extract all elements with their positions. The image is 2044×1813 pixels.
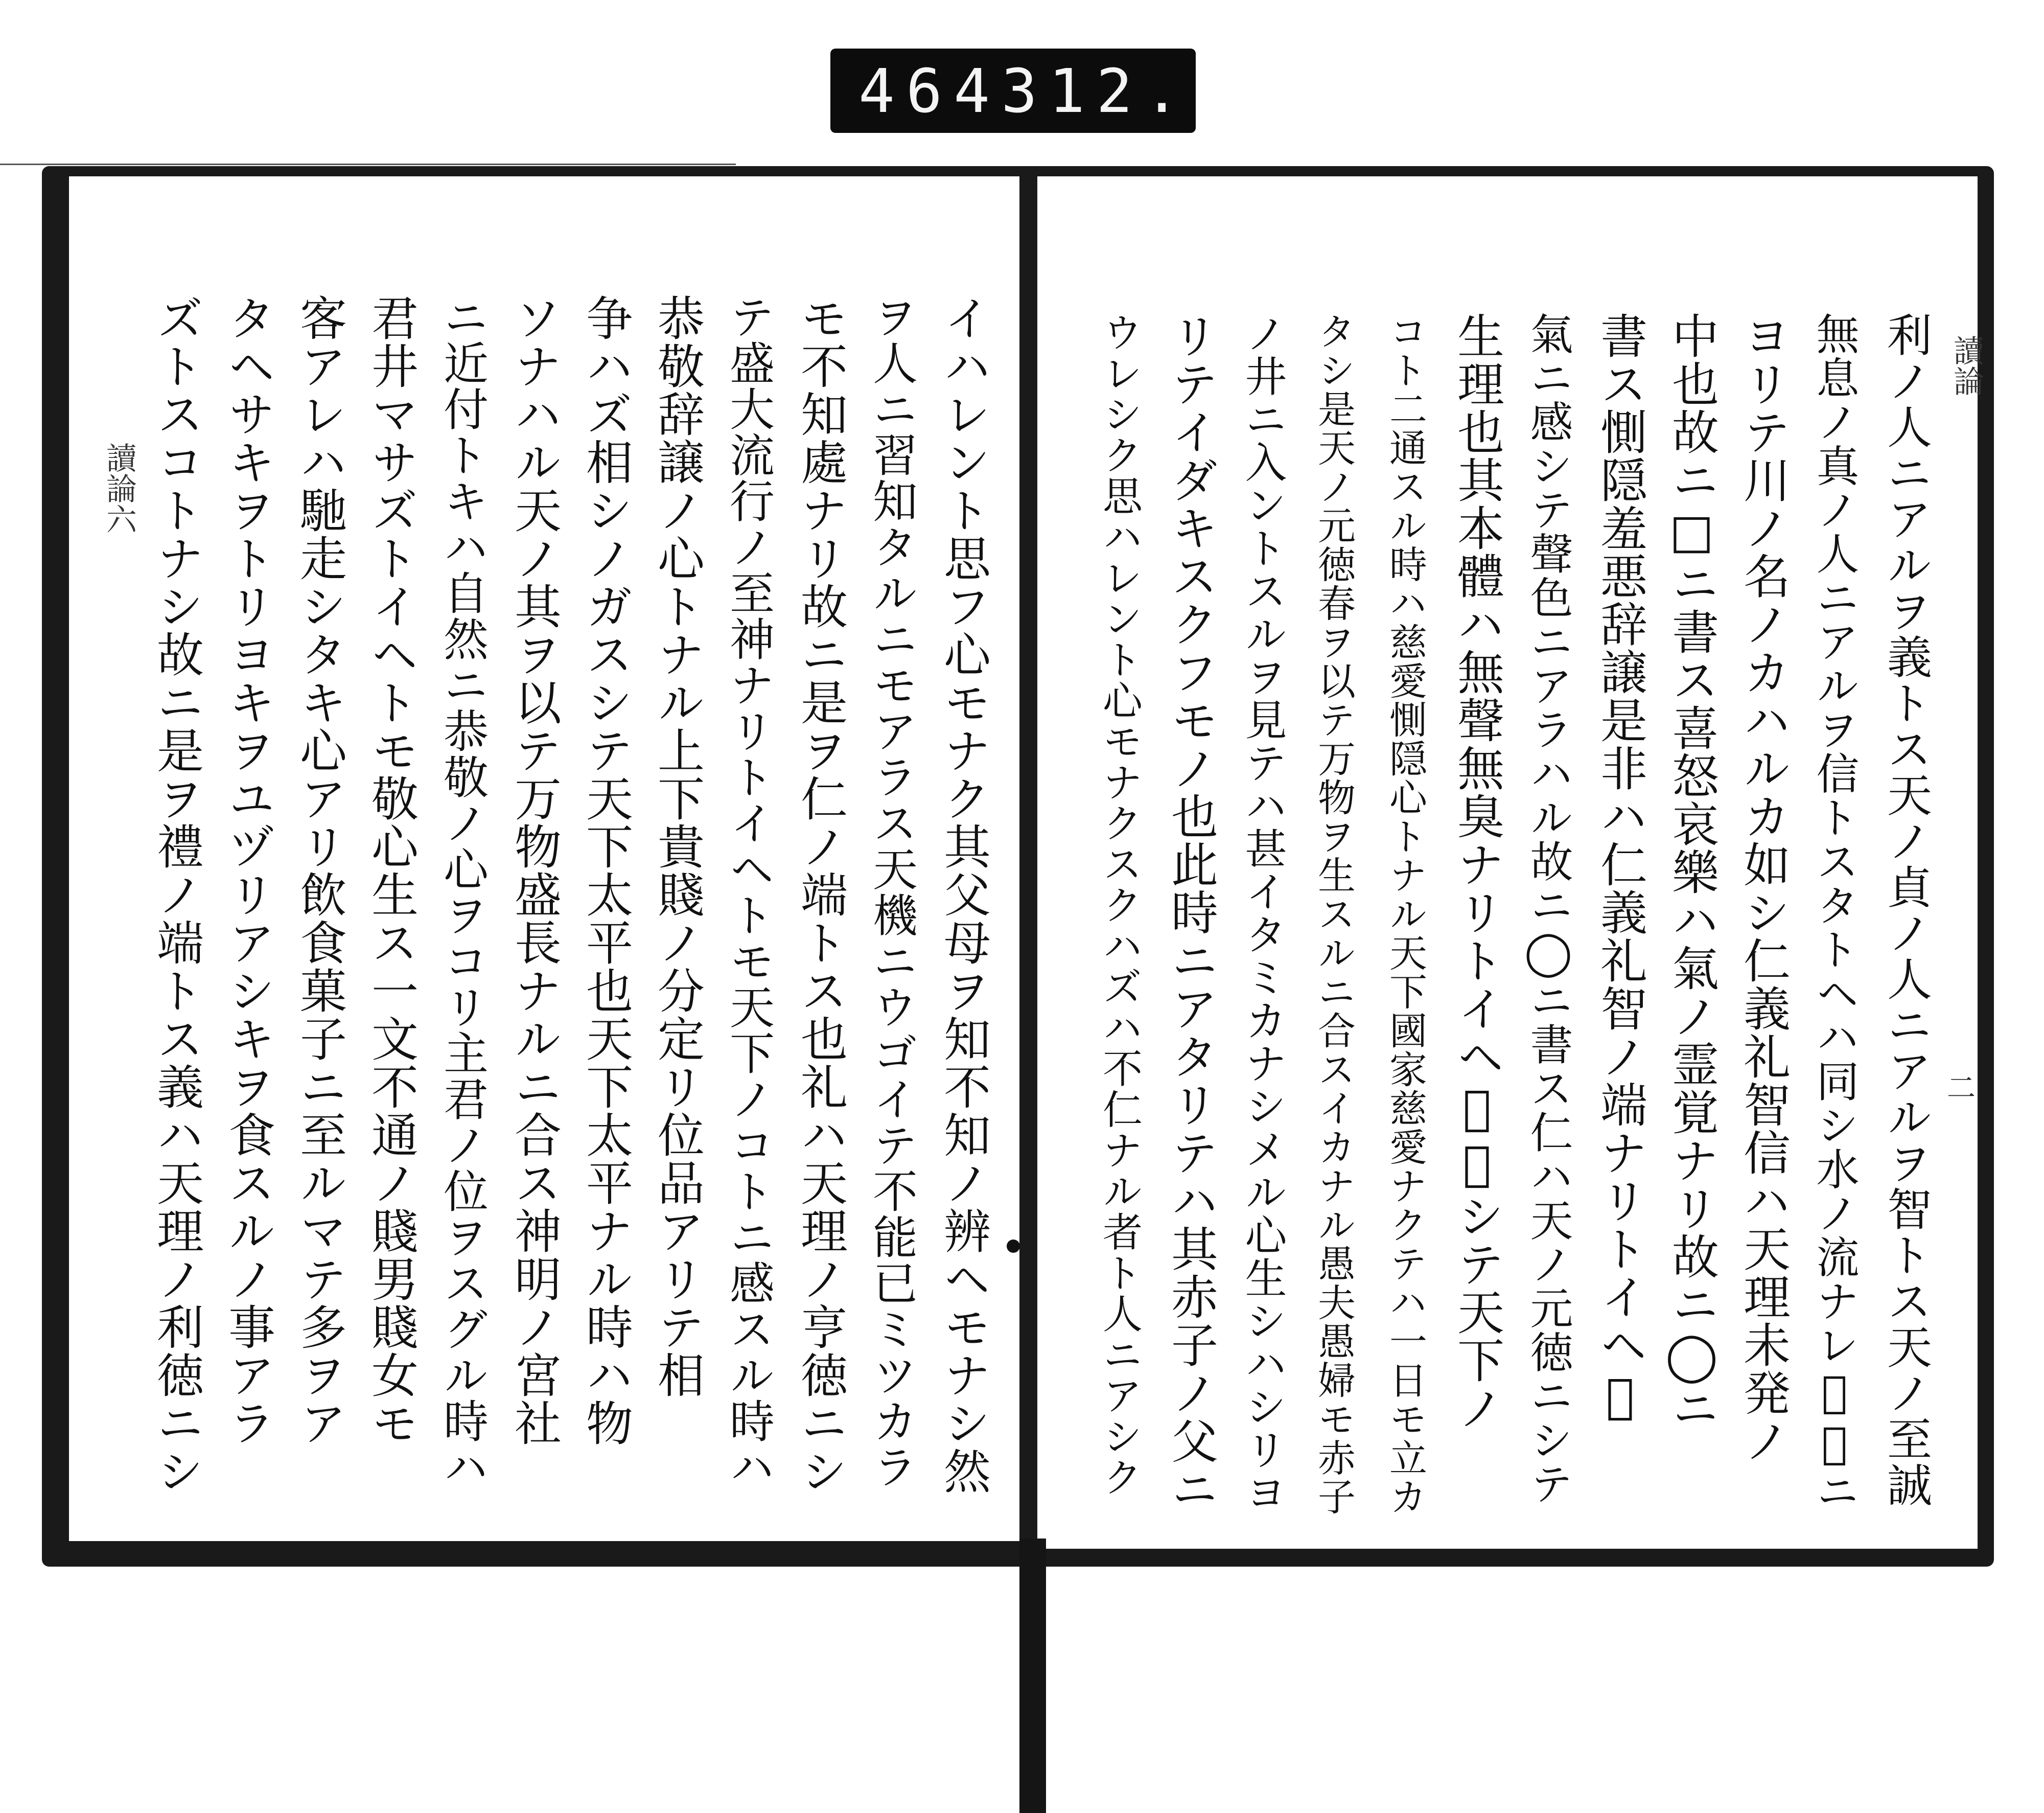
ruler-line <box>0 164 736 165</box>
right-column-5: 書ス惻隠羞悪辞譲是非ハ仁義礼智ノ端ナリトイヘ𪜈 <box>1593 312 1647 1425</box>
margin-mark <box>1007 1240 1020 1253</box>
left-running-head: 讀論六 <box>101 442 137 534</box>
right-column-11: リテイダキスクフモノ也此時ニアタリテハ其赤子ノ父ニ <box>1164 312 1218 1513</box>
right-column-12: ウレシク思ハレント心モナクスクハズハ不仁ナル者ト人ニアシク <box>1096 312 1142 1498</box>
left-column-6: 争ハズ相シノガスシテ天下太平也天下太平ナル時ハ物 <box>578 294 633 1447</box>
label-left-number: 464 <box>858 55 1002 126</box>
left-column-5: 恭敬辞譲ノ心トナル上下貴賤ノ分定リ位品アリテ相 <box>650 294 705 1399</box>
left-column-1: イハレント思フ心モナク其父母ヲ知不知ノ辨ヘモナシ然 <box>936 294 991 1495</box>
left-column-10: 客アレハ馳走シタキ心アリ飲食菓子ニ至ルマテ多ヲア <box>292 294 347 1447</box>
right-column-10: ノ井ニ入ントスルヲ見テハ甚イタミカナシメル心生シハシリヨ <box>1238 312 1287 1514</box>
label-right-number: 312. <box>1001 55 1192 126</box>
left-column-11: タヘサキヲトリヨキヲユヅリアシキヲ食スルノ事アラ <box>221 294 275 1447</box>
right-column-4: 中也故ニ□ニ書ス喜怒哀樂ハ氣ノ霊覚ナリ故ニ◯ニ <box>1664 312 1719 1432</box>
page-number: 二 <box>1947 1072 1976 1105</box>
left-column-7: ソナハル天ノ其ヲ以テ万物盛長ナルニ合ス神明ノ宮社 <box>507 294 562 1447</box>
right-column-1: 利ノ人ニアルヲ義トス天ノ貞ノ人ニアルヲ智トス天ノ至誠 <box>1880 312 1933 1508</box>
right-column-6: 氣ニ感シテ聲色ニアラハル故ニ◯ニ書ス仁ハ天ノ元徳ニシテ <box>1523 312 1573 1506</box>
left-column-9: 君井マサズトイヘトモ敬心生ス一文不通ノ賤男賤女モ <box>364 294 419 1447</box>
left-page <box>69 176 1019 1541</box>
archive-label <box>830 49 1196 133</box>
right-page <box>1037 176 1984 1549</box>
left-column-3: モ不知處ナリ故ニ是ヲ仁ノ端トス也礼ハ天理ノ亨徳ニシ <box>793 294 848 1495</box>
left-column-12: ズトスコトナシ故ニ是ヲ禮ノ端トス義ハ天理ノ利徳ニシ <box>149 294 204 1495</box>
right-column-7: 生理也其本體ハ無聲無臭ナリトイヘ𪜈感シテ天下ノ <box>1450 312 1504 1432</box>
right-column-9: タシ是天ノ元徳春ヲ以テ万物ヲ生スルニ合スイカナル愚夫愚婦モ赤子 <box>1312 312 1356 1516</box>
right-column-3: ヨリテ川ノ名ノカハルカ如シ仁義礼智信ハ天理未発ノ <box>1736 312 1791 1465</box>
book-spine <box>1019 1539 1046 1813</box>
right-column-8: コト二通スル時ハ慈愛惻隠心トナル天下國家慈愛ナクテハ一日モ立カ <box>1383 312 1427 1516</box>
left-column-8: ニ近付トキハ自然ニ恭敬ノ心ヲコリ主君ノ位ヲスグル時ハ <box>436 294 489 1490</box>
right-running-head: 讀論 <box>1948 335 1984 396</box>
left-column-4: テ盛大流行ノ至神ナリトイヘトモ天下ノコトニ感スル時ハ <box>723 294 775 1490</box>
left-column-2: ヲ人ニ習知タルニモアラス天機ニウゴイテ不能已ミツカラ <box>866 294 918 1490</box>
right-column-2: 無息ノ真ノ人ニアルヲ信トスタトヘハ同シ水ノ流ナレ𪜈所ニ <box>1809 312 1860 1513</box>
